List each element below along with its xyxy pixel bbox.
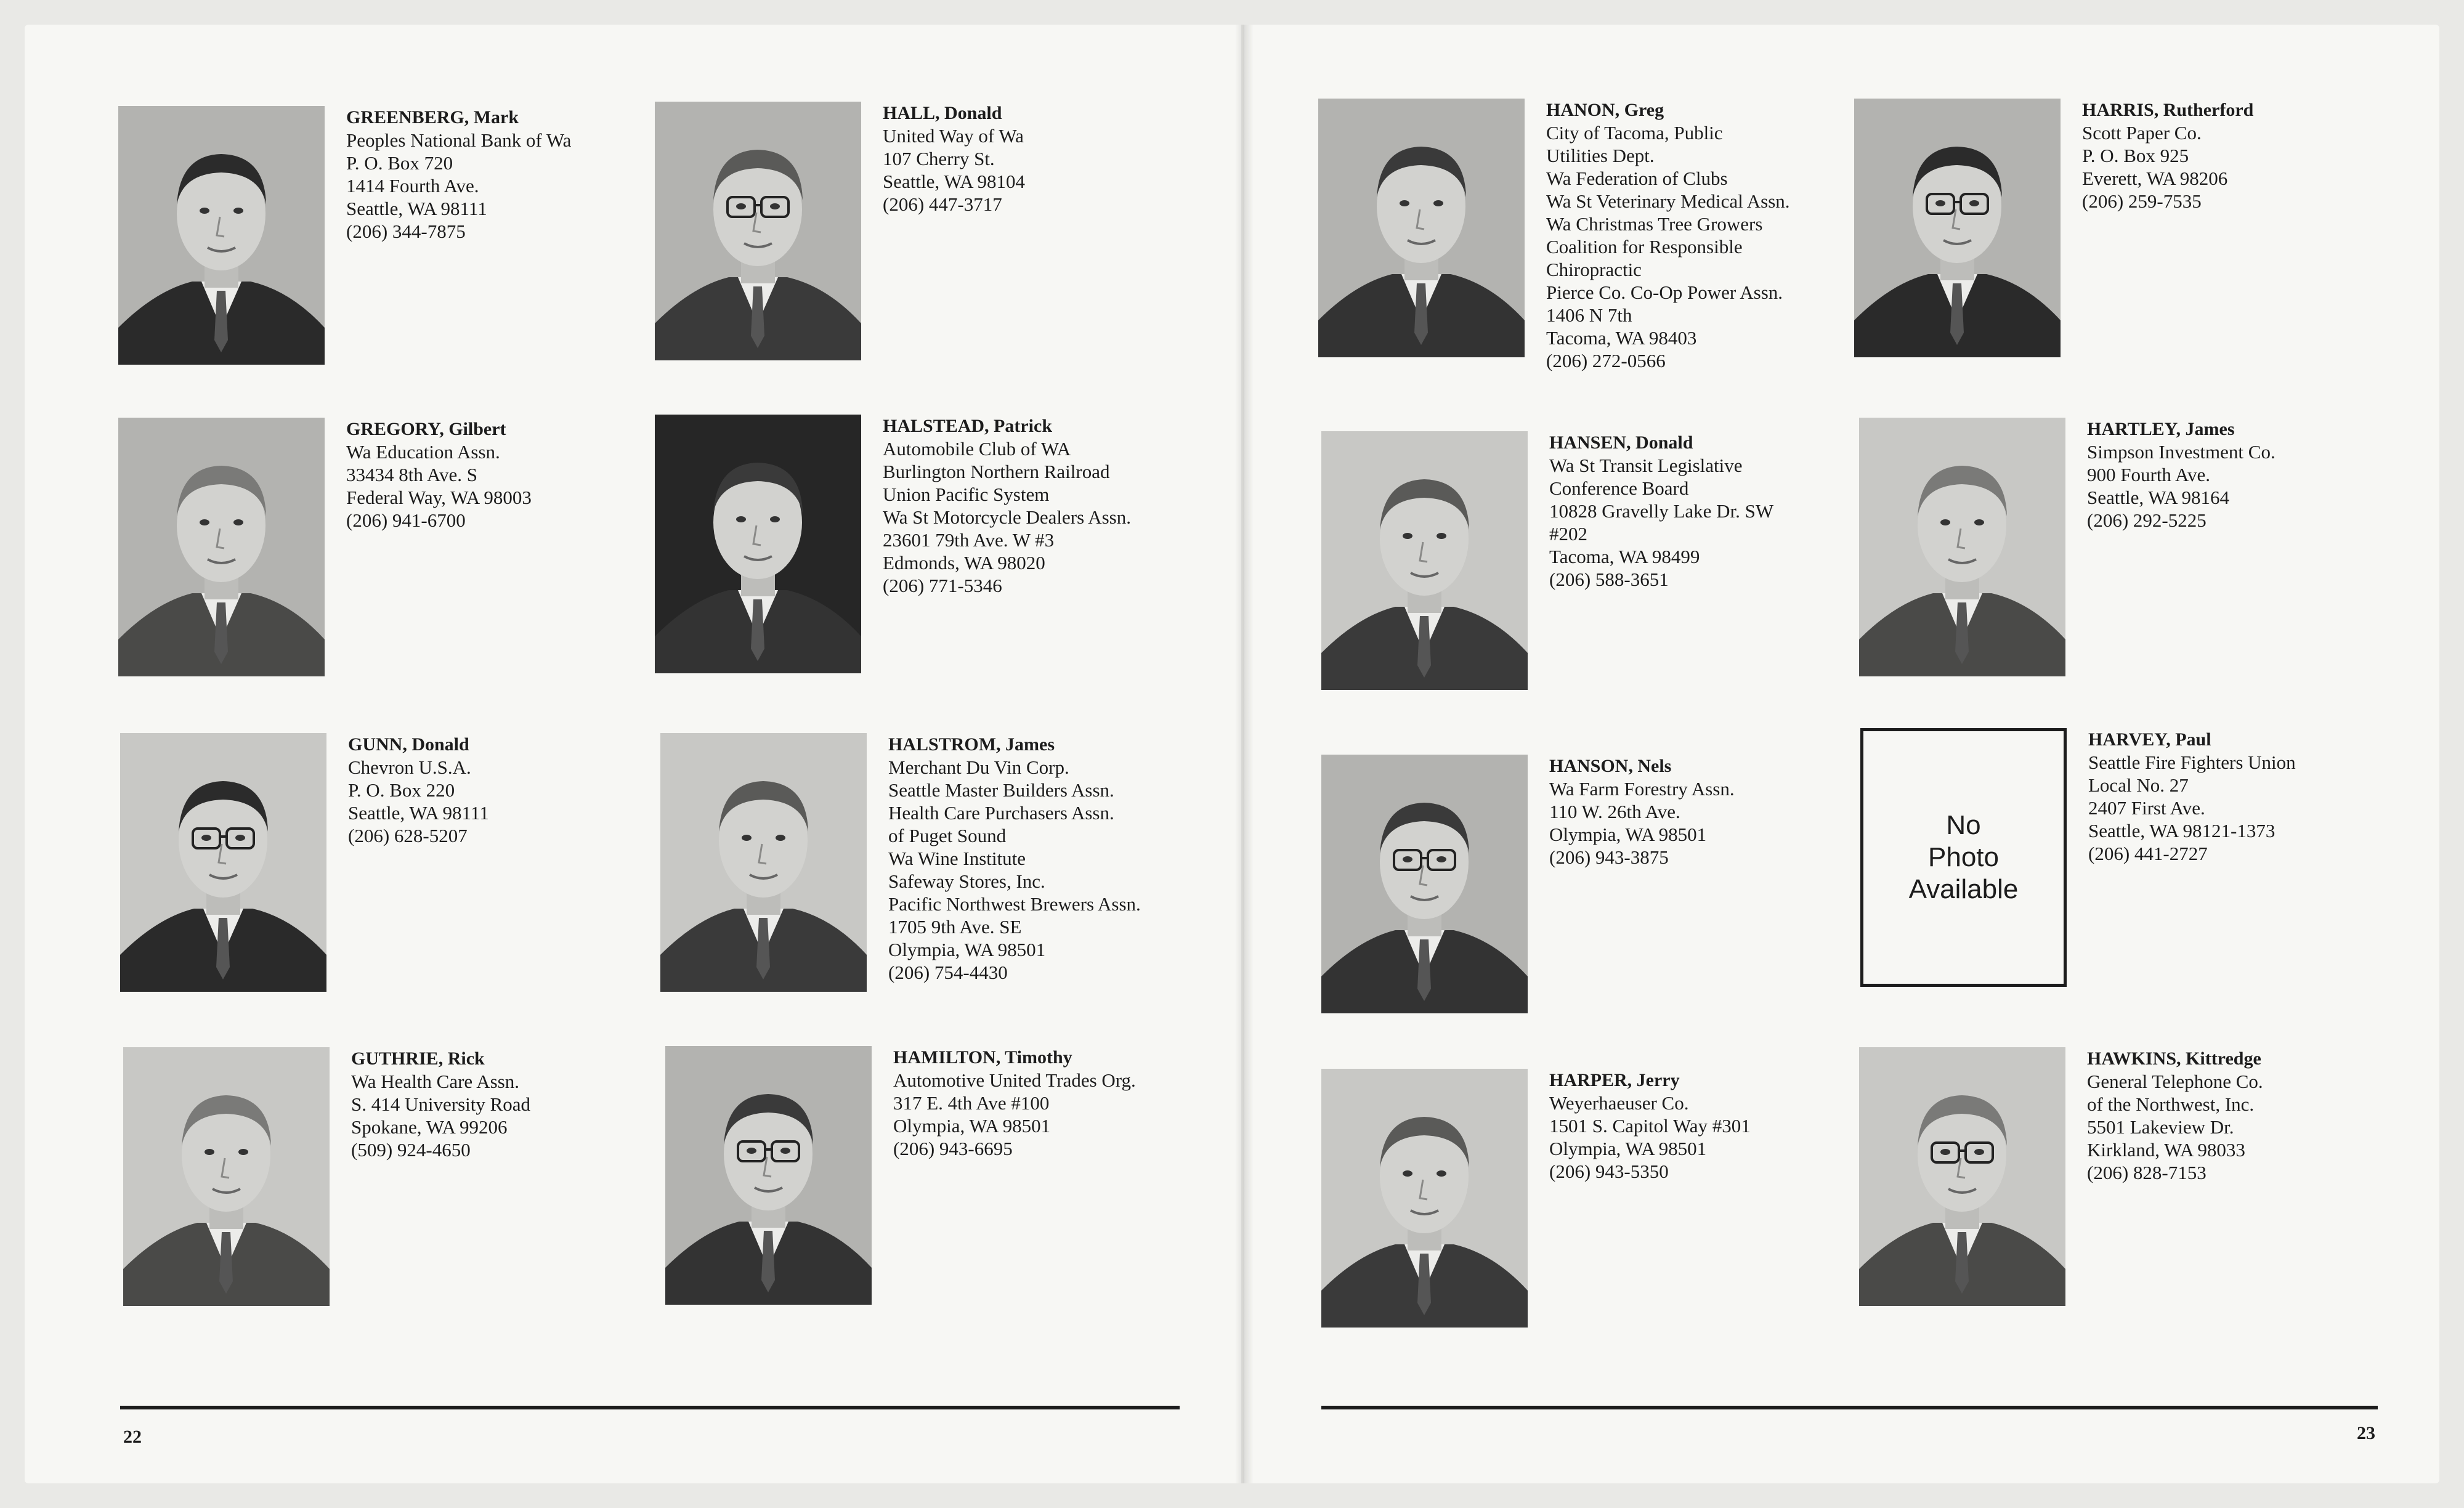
contact-line: Wa Farm Forestry Assn. [1549,778,1735,800]
portrait-photo [1859,1047,2065,1306]
portrait-photo [1321,755,1528,1013]
contact-line: (206) 628-5207 [348,825,468,846]
contact-line: Coalition for Responsible [1546,236,1743,257]
contact-line: (206) 943-6695 [893,1138,1013,1159]
contact-line: 1705 9th Ave. SE [888,916,1022,938]
contact-line: Union Pacific System [883,484,1050,505]
contact-line: Weyerhaeuser Co. [1549,1092,1689,1114]
contact-line: 900 Fourth Ave. [2087,464,2211,485]
contact-line: S. 414 University Road [351,1093,531,1115]
contact-line: (206) 292-5225 [2087,509,2207,531]
contact-line: of Puget Sound [888,825,1007,846]
contact-line: Safeway Stores, Inc. [888,870,1045,892]
contact-line: Tacoma, WA 98499 [1549,546,1700,567]
portrait-photo [118,418,325,676]
contact-line: Chiropractic [1546,259,1642,280]
member-name: HARPER, Jerry [1549,1070,1680,1090]
contact-line: Olympia, WA 98501 [888,939,1046,960]
contact-text [348,733,631,847]
contact-line: Wa Health Care Assn. [351,1071,519,1092]
contact-line: Spokane, WA 99206 [351,1116,508,1138]
contact-line: Edmonds, WA 98020 [883,552,1045,574]
member-name: HAMILTON, Timothy [893,1047,1072,1068]
contact-line: P. O. Box 220 [348,779,455,801]
member-name: GREGORY, Gilbert [346,419,506,439]
portrait-photo [1854,99,2061,357]
contact-text [883,102,1166,216]
contact-text [888,733,1172,984]
portrait-photo [118,106,325,365]
contact-line: (206) 943-3875 [1549,846,1669,868]
right-page-number: 23 [2357,1423,2375,1443]
portrait-photo [1859,418,2065,676]
portrait-photo [655,415,861,673]
contact-line: Wa Education Assn. [346,441,500,463]
contact-line: United Way of Wa [883,125,1024,147]
contact-line: Olympia, WA 98501 [1549,824,1707,845]
member-name: GUTHRIE, Rick [351,1048,485,1069]
contact-text [883,415,1166,597]
member-name: HARTLEY, James [2087,419,2235,439]
contact-line: Tacoma, WA 98403 [1546,327,1697,349]
contact-line: General Telephone Co. [2087,1071,2263,1092]
contact-line: (206) 754-4430 [888,962,1008,983]
contact-line: Health Care Purchasers Assn. [888,802,1114,824]
contact-text [1546,99,1830,372]
contact-line: (206) 588-3651 [1549,569,1669,590]
contact-line: Wa Federation of Clubs [1546,168,1728,189]
portrait-photo [655,102,861,360]
contact-line: 1406 N 7th [1546,304,1632,326]
member-name: HALSTEAD, Patrick [883,416,1053,436]
contact-line: Burlington Northern Railroad [883,461,1110,482]
member-name: HARVEY, Paul [2088,729,2211,750]
book-gutter [1235,25,1254,1483]
contact-line: Seattle, WA 98104 [883,171,1026,192]
contact-line: Peoples National Bank of Wa [346,129,572,151]
contact-text [893,1046,1177,1160]
contact-line: (206) 941-6700 [346,509,466,531]
left-page-number: 22 [123,1427,142,1447]
contact-line: Wa Wine Institute [888,848,1026,869]
contact-text [351,1047,634,1161]
portrait-photo [120,733,326,992]
contact-text [2088,728,2372,865]
contact-line: (206) 272-0566 [1546,350,1666,371]
contact-line: (206) 771-5346 [883,575,1002,596]
contact-line: 1414 Fourth Ave. [346,175,479,197]
contact-text [1549,1069,1833,1183]
contact-line: City of Tacoma, Public [1546,122,1723,144]
contact-line: Seattle, WA 98164 [2087,487,2230,508]
contact-line: 33434 8th Ave. S [346,464,477,485]
member-name: HANON, Greg [1546,100,1664,120]
contact-line: Wa Christmas Tree Growers [1546,213,1763,235]
contact-text [2087,1047,2370,1184]
member-name: HANSEN, Donald [1549,432,1693,453]
contact-line: Simpson Investment Co. [2087,441,2276,463]
contact-line: (206) 441-2727 [2088,843,2208,864]
member-name: HAWKINS, Kittredge [2087,1048,2261,1069]
contact-line: 5501 Lakeview Dr. [2087,1116,2234,1138]
member-name: GUNN, Donald [348,734,469,755]
contact-text [2087,418,2370,532]
portrait-photo [1321,1069,1528,1328]
contact-line: Merchant Du Vin Corp. [888,756,1069,778]
contact-line: Seattle Master Builders Assn. [888,779,1114,801]
right-footer-rule [1321,1406,2378,1409]
contact-line: P. O. Box 925 [2082,145,2189,166]
contact-line: (206) 259-7535 [2082,190,2202,212]
contact-line: 1501 S. Capitol Way #301 [1549,1115,1751,1137]
contact-line: 317 E. 4th Ave #100 [893,1092,1050,1114]
contact-text [346,106,630,243]
contact-text [1549,755,1833,869]
contact-line: Local No. 27 [2088,774,2189,796]
contact-line: Utilities Dept. [1546,145,1655,166]
contact-line: Scott Paper Co. [2082,122,2202,144]
contact-line: Seattle, WA 98121-1373 [2088,820,2276,841]
member-name: HANSON, Nels [1549,756,1672,776]
contact-line: Automotive United Trades Org. [893,1069,1136,1091]
contact-text [346,418,630,532]
contact-line: 23601 79th Ave. W #3 [883,529,1055,551]
no-photo-box: No Photo Available [1860,728,2067,987]
contact-text [2082,99,2365,213]
contact-line: Seattle, WA 98111 [348,802,489,824]
contact-line: 107 Cherry St. [883,148,995,169]
contact-line: (509) 924-4650 [351,1139,471,1161]
contact-line: Automobile Club of WA [883,438,1071,460]
portrait-photo [1318,99,1525,357]
portrait-photo [123,1047,330,1306]
contact-line: Olympia, WA 98501 [1549,1138,1707,1159]
contact-line: 110 W. 26th Ave. [1549,801,1680,822]
contact-line: (206) 344-7875 [346,221,466,242]
contact-line: 2407 First Ave. [2088,797,2205,819]
member-name: HARRIS, Rutherford [2082,100,2254,120]
contact-line: Wa St Veterinary Medical Assn. [1546,190,1790,212]
member-name: HALL, Donald [883,103,1002,123]
contact-line: Wa St Transit Legislative [1549,455,1743,476]
contact-line: (206) 943-5350 [1549,1161,1669,1182]
contact-line: Everett, WA 98206 [2082,168,2228,189]
contact-line: of the Northwest, Inc. [2087,1093,2255,1115]
contact-line: Conference Board [1549,477,1689,499]
contact-line: 10828 Gravelly Lake Dr. SW [1549,500,1774,522]
member-name: GREENBERG, Mark [346,107,519,128]
portrait-photo [665,1046,872,1305]
member-name: HALSTROM, James [888,734,1055,755]
contact-line: Olympia, WA 98501 [893,1115,1051,1137]
contact-line: Federal Way, WA 98003 [346,487,532,508]
left-footer-rule [120,1406,1180,1409]
contact-line: Pierce Co. Co-Op Power Assn. [1546,282,1783,303]
contact-line: Kirkland, WA 98033 [2087,1139,2245,1161]
contact-line: Chevron U.S.A. [348,756,471,778]
contact-line: Seattle Fire Fighters Union [2088,752,2296,773]
contact-line: (206) 828-7153 [2087,1162,2207,1183]
contact-line: Wa St Motorcycle Dealers Assn. [883,506,1131,528]
contact-line: P. O. Box 720 [346,152,453,174]
contact-text [1549,431,1833,591]
contact-line: Pacific Northwest Brewers Assn. [888,893,1141,915]
portrait-photo [660,733,867,992]
portrait-photo [1321,431,1528,690]
contact-line: (206) 447-3717 [883,193,1002,215]
contact-line: Seattle, WA 98111 [346,198,487,219]
contact-line: #202 [1549,523,1587,545]
